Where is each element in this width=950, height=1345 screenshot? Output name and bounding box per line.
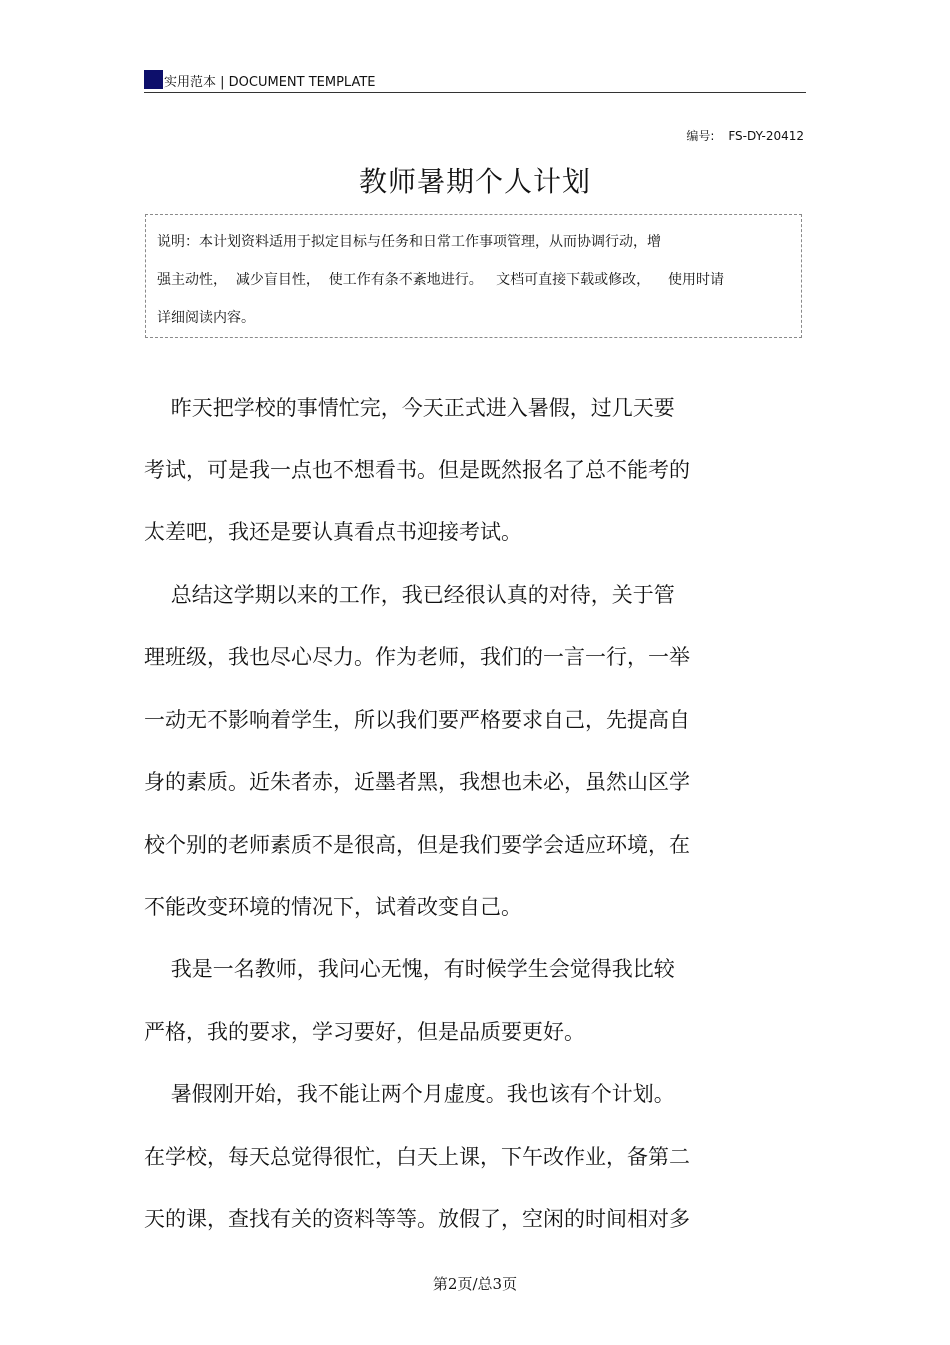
body-line: 理班级，我也尽心尽力。作为老师，我们的一言一行，一举 <box>144 645 690 669</box>
document-number-value: FS-DY-20412 <box>728 129 804 143</box>
page-header <box>144 68 806 93</box>
body-line: 严格，我的要求，学习要好，但是品质要更好。 <box>144 1020 585 1044</box>
body-line: 太差吧，我还是要认真看点书迎接考试。 <box>144 520 522 544</box>
body-line: 昨天把学校的事情忙完，今天正式进入暑假，过几天要 <box>144 396 675 420</box>
description-line: 强主动性， 减少盲目性， 使工作有条不紊地进行。 文档可直接下载或修改， 使用时请 <box>157 272 724 288</box>
header-text: 实用范本 | DOCUMENT TEMPLATE <box>164 75 376 90</box>
document-number <box>686 127 804 144</box>
body-line: 在学校，每天总觉得很忙，白天上课，下午改作业，备第二 <box>144 1145 690 1169</box>
body-line: 暑假刚开始，我不能让两个月虚度。我也该有个计划。 <box>144 1082 675 1106</box>
body-line: 天的课，查找有关的资料等等。放假了，空闲的时间相对多 <box>144 1207 690 1231</box>
body-line: 不能改变环境的情况下，试着改变自己。 <box>144 895 522 919</box>
body-line: 校个别的老师素质不是很高，但是我们要学会适应环境，在 <box>144 833 690 857</box>
description-box <box>145 214 802 338</box>
description-line: 说明：本计划资料适用于拟定目标与任务和日常工作事项管理，从而协调行动，增 <box>157 234 661 250</box>
description-line: 详细阅读内容。 <box>157 310 255 326</box>
body-line: 身的素质。近朱者赤，近墨者黑，我想也未必，虽然山区学 <box>144 770 690 794</box>
document-number-label: 编号: <box>686 129 715 143</box>
page-number: 第2页/总3页 <box>432 1275 518 1293</box>
document-title: 教师暑期个人计划 <box>358 165 591 198</box>
body-line: 总结这学期以来的工作，我已经很认真的对待，关于管 <box>144 583 675 607</box>
body-line: 一动无不影响着学生，所以我们要严格要求自己，先提高自 <box>144 708 690 732</box>
logo-square-icon <box>144 70 163 89</box>
body-line: 考试，可是我一点也不想看书。但是既然报名了总不能考的 <box>144 458 690 482</box>
body-line: 我是一名教师，我问心无愧，有时候学生会觉得我比较 <box>144 957 675 981</box>
